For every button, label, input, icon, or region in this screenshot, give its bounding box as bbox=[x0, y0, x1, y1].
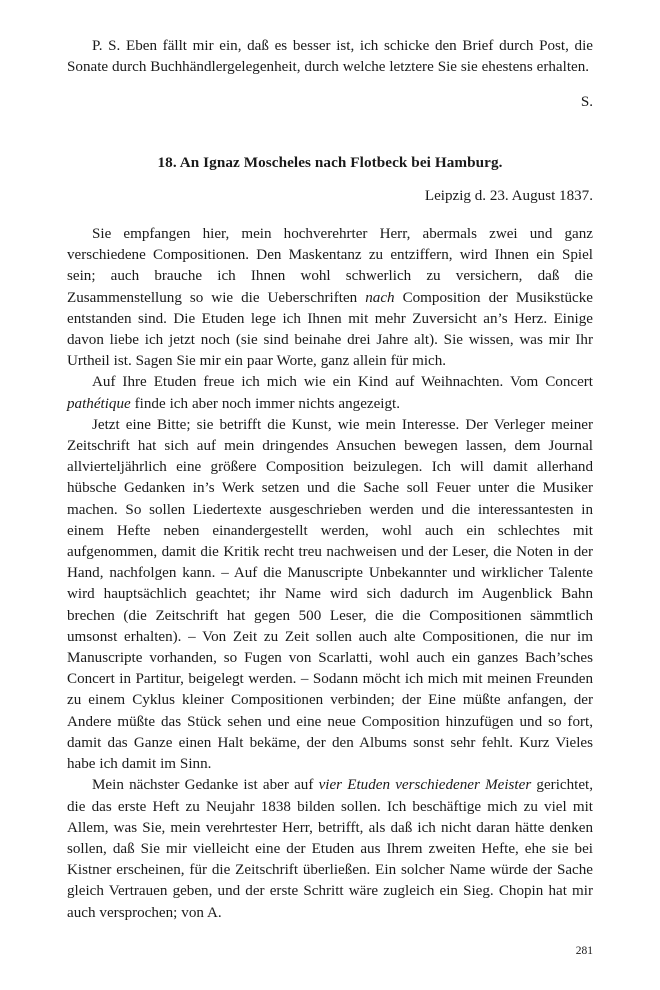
letter-paragraph bbox=[67, 372, 593, 414]
letter-dateline: Leipzig d. 23. August 1837. bbox=[424, 187, 593, 204]
body-text: Sie empfangen hier, mein hochverehrter Herr, abermals zwei und ganz verschiedene Compositionen. Den Maskentanz zu entziffern, wird Ihnen ein Spiel sein; auch brauche ich Ihnen wohl schwerlich zu versichern, daß die Zusammenstellung so wie die Ueberschriften bbox=[67, 226, 593, 306]
signature-line: S. bbox=[580, 94, 593, 111]
body-text: Jetzt eine Bitte; sie betrifft die Kunst, wie mein Interesse. Der Verleger meiner Zeitschrift hat sich auf mein dringendes Ansuchen bewegen lassen, dem Journal allvierteljährlich eine größere Composition beizulegen. Ich will damit allerhand hübsche Gedanken in’s Werk setzen und die Sache soll Feuer unter die Musiker machen. So sollen Liedertexte ausgeschrieben werden und die interessantesten in einem Hefte neben einandergestellt werden, wohl auch ein schlechtes mit aufgenommen, damit die Kritik recht treu nachweisen und der Leser, die Noten in der Hand, nachfolgen kann. – Auf die Manuscripte Unbekannter und wirklicher Talente wird hauptsächlich geachtet; ihr Name wird sich dadurch im Augenblick Bahn brechen (die Zeitschrift hat gegen 500 Leser, die die Compositionen sämmtlich umsonst erhalten). – Von Zeit zu Zeit sollen auch alte Compositionen, die nur im Manuscripte vorhanden, so Fugen von Scarlatti, wohl auch ein ganzes Bach’sches Concert in Partitur, beigelegt werden. – Sodann möcht ich mich mit meinen Freunden zu einem Cyklus kleiner Compositionen verbinden; der Eine müßte anfangen, der Andere müßte das Stück sehen und eine neue Composition hinzufügen und so fort, damit das Ganze einen Halt bekäme, der den Albums sonst sehr fehlt. Kurz Vieles habe ich damit im Sinn. bbox=[67, 416, 593, 773]
emphasis-text: nach bbox=[365, 289, 395, 306]
page-number: 281 bbox=[575, 945, 593, 957]
postscript-paragraph: P. S. Eben fällt mir ein, daß es besser ist, ich schicke den Brief durch Post, die Sonate durch Buchhändlergelegenheit, durch welche letztere Sie sie ehestens erhalten. bbox=[67, 38, 593, 76]
body-text: Auf Ihre Etuden freue ich mich wie ein Kind auf Weihnachten. Vom Concert bbox=[92, 374, 593, 391]
body-text: Composition der Musikstücke entstanden sind. Die Etuden lege ich Ihnen mit mehr Zuversicht an’s Herz. Einige davon liebe ich jetzt noch (sie sind beinahe drei Jahre alt). Sie wissen, was mir Ihr Urtheil ist. Sagen Sie mir ein paar Worte, ganz allein für mich. bbox=[67, 289, 593, 370]
body-text: Mein nächster Gedanke ist aber auf bbox=[92, 777, 319, 794]
emphasis-text: pathétique bbox=[67, 395, 131, 412]
letter-paragraph bbox=[67, 207, 593, 372]
letter-paragraph bbox=[67, 775, 593, 923]
letter-heading: 18. An Ignaz Moscheles nach Flotbeck bei Hamburg. bbox=[157, 153, 503, 171]
letter-paragraph bbox=[67, 415, 593, 775]
body-text: finde ich aber noch immer nichts angezeigt. bbox=[130, 395, 401, 412]
emphasis-text: vier Etuden verschiedener Meister bbox=[318, 777, 532, 794]
letter-body bbox=[67, 207, 593, 924]
body-text: gerichtet, die das erste Heft zu Neujahr 1838 bilden sollen. Ich beschäftige mich zu viel mit Allem, was Sie, mein verehrtester Herr, betrifft, als daß ich nicht daran hätte denken sollen, daß Sie mir vielleicht eine der Etuden aus Ihrem zweiten Hefte, ehe sie bei Kistner erscheinen, für die Zeitschrift überließen. Ein solcher Name würde der Sache gleich Vertrauen geben, und der erste Schritt wäre zugleich ein Sieg. Chopin hat mir auch versprochen; von A. bbox=[67, 777, 593, 921]
page-text-block bbox=[67, 36, 593, 924]
